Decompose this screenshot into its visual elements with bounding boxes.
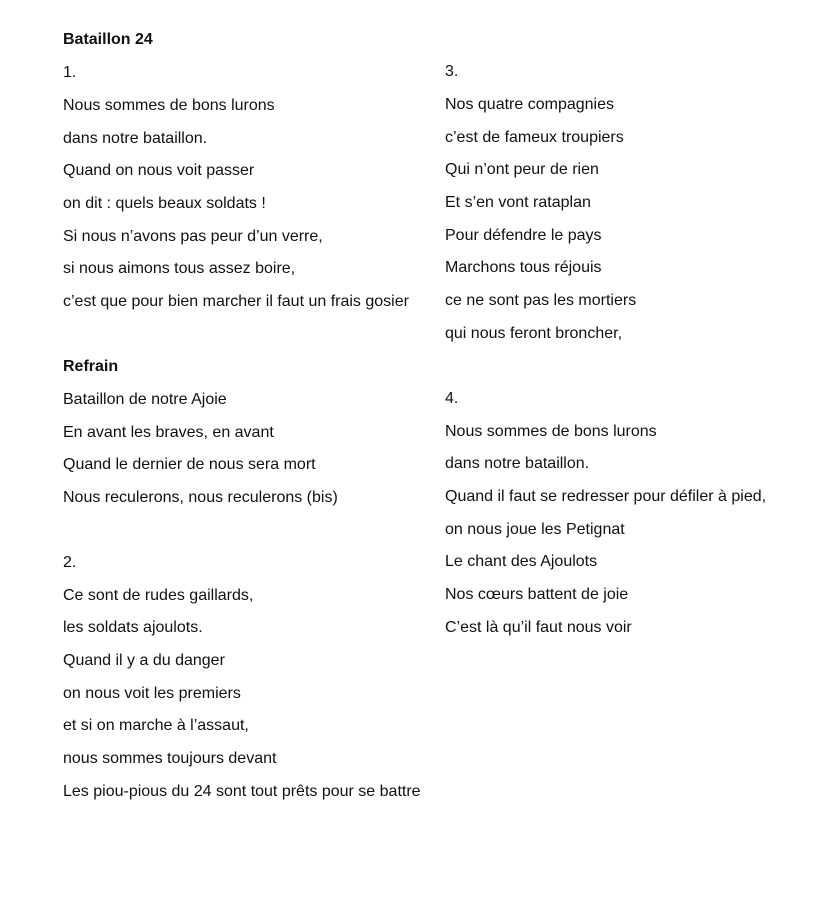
song-title: Bataillon 24: [63, 31, 153, 48]
verse-line: on nous joue les Petignat: [445, 520, 625, 538]
verse-line: Quand il faut se redresser pour défiler à pied,: [445, 487, 767, 505]
verse-line: si nous aimons tous assez boire,: [63, 260, 296, 278]
spacer: [63, 521, 453, 553]
verse-line: Le chant des Ajoulots: [445, 553, 598, 571]
verse-line: on dit : quels beaux soldats !: [63, 195, 266, 213]
verse-number: 3.: [445, 63, 459, 80]
verse-line: c’est que pour bien marcher il faut un frais gosier: [63, 293, 409, 311]
refrain-line: En avant les braves, en avant: [63, 423, 274, 441]
verse-1: [63, 63, 453, 312]
verse-2: [63, 553, 453, 802]
verse-line: Nos quatre compagnies: [445, 96, 614, 113]
refrain: [63, 357, 453, 508]
verse-line: dans notre bataillon.: [63, 129, 208, 147]
verse-line: Quand on nous voit passer: [63, 162, 255, 180]
verse-line: les soldats ajoulots.: [63, 619, 203, 637]
verse-number: 2.: [63, 553, 77, 571]
refrain-heading: Refrain: [63, 357, 119, 375]
verse-line: Nous sommes de bons lurons: [63, 97, 275, 114]
verse-line: Marchons tous réjouis: [445, 259, 602, 277]
verse-line: c’est de fameux troupiers: [445, 128, 624, 146]
verse-number: 4.: [445, 389, 459, 407]
refrain-line: Nous reculerons, nous reculerons (bis): [63, 488, 338, 506]
left-column: [63, 30, 453, 814]
verse-line: et si on marche à l’assaut,: [63, 717, 249, 735]
verse-line: dans notre bataillon.: [445, 455, 590, 473]
verse-line: Si nous n’avons pas peur d’un verre,: [63, 227, 323, 245]
verse-line: Pour défendre le pays: [445, 226, 602, 244]
verse-line: C’est là qu’il faut nous voir: [445, 618, 632, 636]
verse-4: [445, 389, 825, 638]
verse-line: Et s’en vont rataplan: [445, 194, 591, 212]
refrain-line: Quand le dernier de nous sera mort: [63, 456, 316, 474]
verse-line: Quand il y a du danger: [63, 651, 225, 669]
verse-line: on nous voit les premiers: [63, 684, 241, 702]
refrain-line: Bataillon de notre Ajoie: [63, 390, 227, 408]
right-column: [445, 62, 825, 650]
verse-number: 1.: [63, 64, 77, 81]
verse-line: Nous sommes de bons lurons: [445, 422, 657, 440]
verse-line: Nos cœurs battent de joie: [445, 585, 629, 603]
verse-line: qui nous feront broncher,: [445, 324, 623, 342]
spacer: [63, 325, 453, 357]
spacer: [445, 357, 825, 389]
verse-3: [445, 62, 825, 344]
verse-line: Les piou-pious du 24 sont tout prêts pour se battre: [63, 782, 421, 800]
verse-line: nous sommes toujours devant: [63, 750, 277, 767]
verse-line: Qui n’ont peur de rien: [445, 161, 599, 179]
verse-line: Ce sont de rudes gaillards,: [63, 586, 254, 604]
verse-line: ce ne sont pas les mortiers: [445, 292, 637, 310]
